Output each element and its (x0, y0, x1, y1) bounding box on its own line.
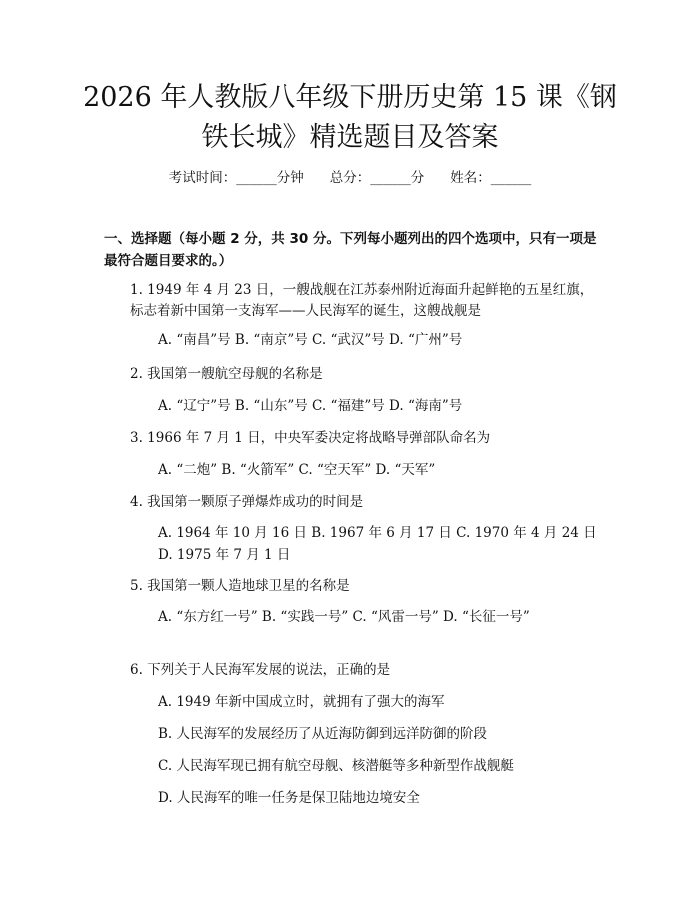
question-1-options: A. “南昌”号 B. “南京”号 C. “武汉”号 D. “广州”号 (158, 332, 463, 348)
question-1-stem: 1. 1949 年 4 月 23 日，一艘战舰在江苏泰州附近海面升起鲜艳的五星红旗，标志着新中国第一支海军——人民海军的诞生，这艘战舰是 (130, 282, 594, 319)
exam-info (0, 168, 700, 188)
document-title (60, 78, 640, 158)
exam-name: 姓名：______ (450, 170, 532, 186)
question-6-option-a: A. 1949 年新中国成立时，就拥有了强大的海军 (158, 694, 445, 710)
question-6-option-c: C. 人民海军现已拥有航空母舰、核潜艇等多种新型作战舰艇 (158, 758, 514, 774)
question-6-option-b: B. 人民海军的发展经历了从近海防御到远洋防御的阶段 (158, 726, 488, 742)
question-5-options: A. “东方红一号” B. “实践一号” C. “风雷一号” D. “长征一号” (158, 609, 530, 625)
section-heading: 一、选择题（每小题 2 分，共 30 分。下列每小题列出的四个选项中，只有一项是最符合题目要求的。） (104, 231, 597, 269)
exam-score: 总分：______分 (329, 170, 425, 186)
question-3-options: A. “二炮” B. “火箭军” C. “空天军” D. “天军” (158, 462, 436, 478)
question-3-stem: 3. 1966 年 7 月 1 日，中央军委决定将战略导弹部队命名为 (130, 430, 491, 446)
question-6-option-d: D. 人民海军的唯一任务是保卫陆地边境安全 (158, 790, 420, 806)
exam-time: 考试时间：______分钟 (168, 170, 304, 186)
question-4-stem: 4. 我国第一颗原子弹爆炸成功的时间是 (130, 494, 364, 510)
title-line-2: 铁长城》精选题目及答案 (201, 122, 499, 153)
question-5-stem: 5. 我国第一颗人造地球卫星的名称是 (130, 578, 350, 594)
title-line-1: 2026 年人教版八年级下册历史第 15 课《钢 (83, 82, 617, 113)
question-2-stem: 2. 我国第一艘航空母舰的名称是 (130, 366, 323, 382)
question-6-stem: 6. 下列关于人民海军发展的说法，正确的是 (130, 662, 391, 678)
question-2-options: A. “辽宁”号 B. “山东”号 C. “福建”号 D. “海南”号 (158, 398, 463, 414)
question-4-options: A. 1964 年 10 月 16 日 B. 1967 年 6 月 17 日 C. 1970 年 4 月 24 日 D. 1975 年 7 月 1 日 (158, 525, 597, 563)
